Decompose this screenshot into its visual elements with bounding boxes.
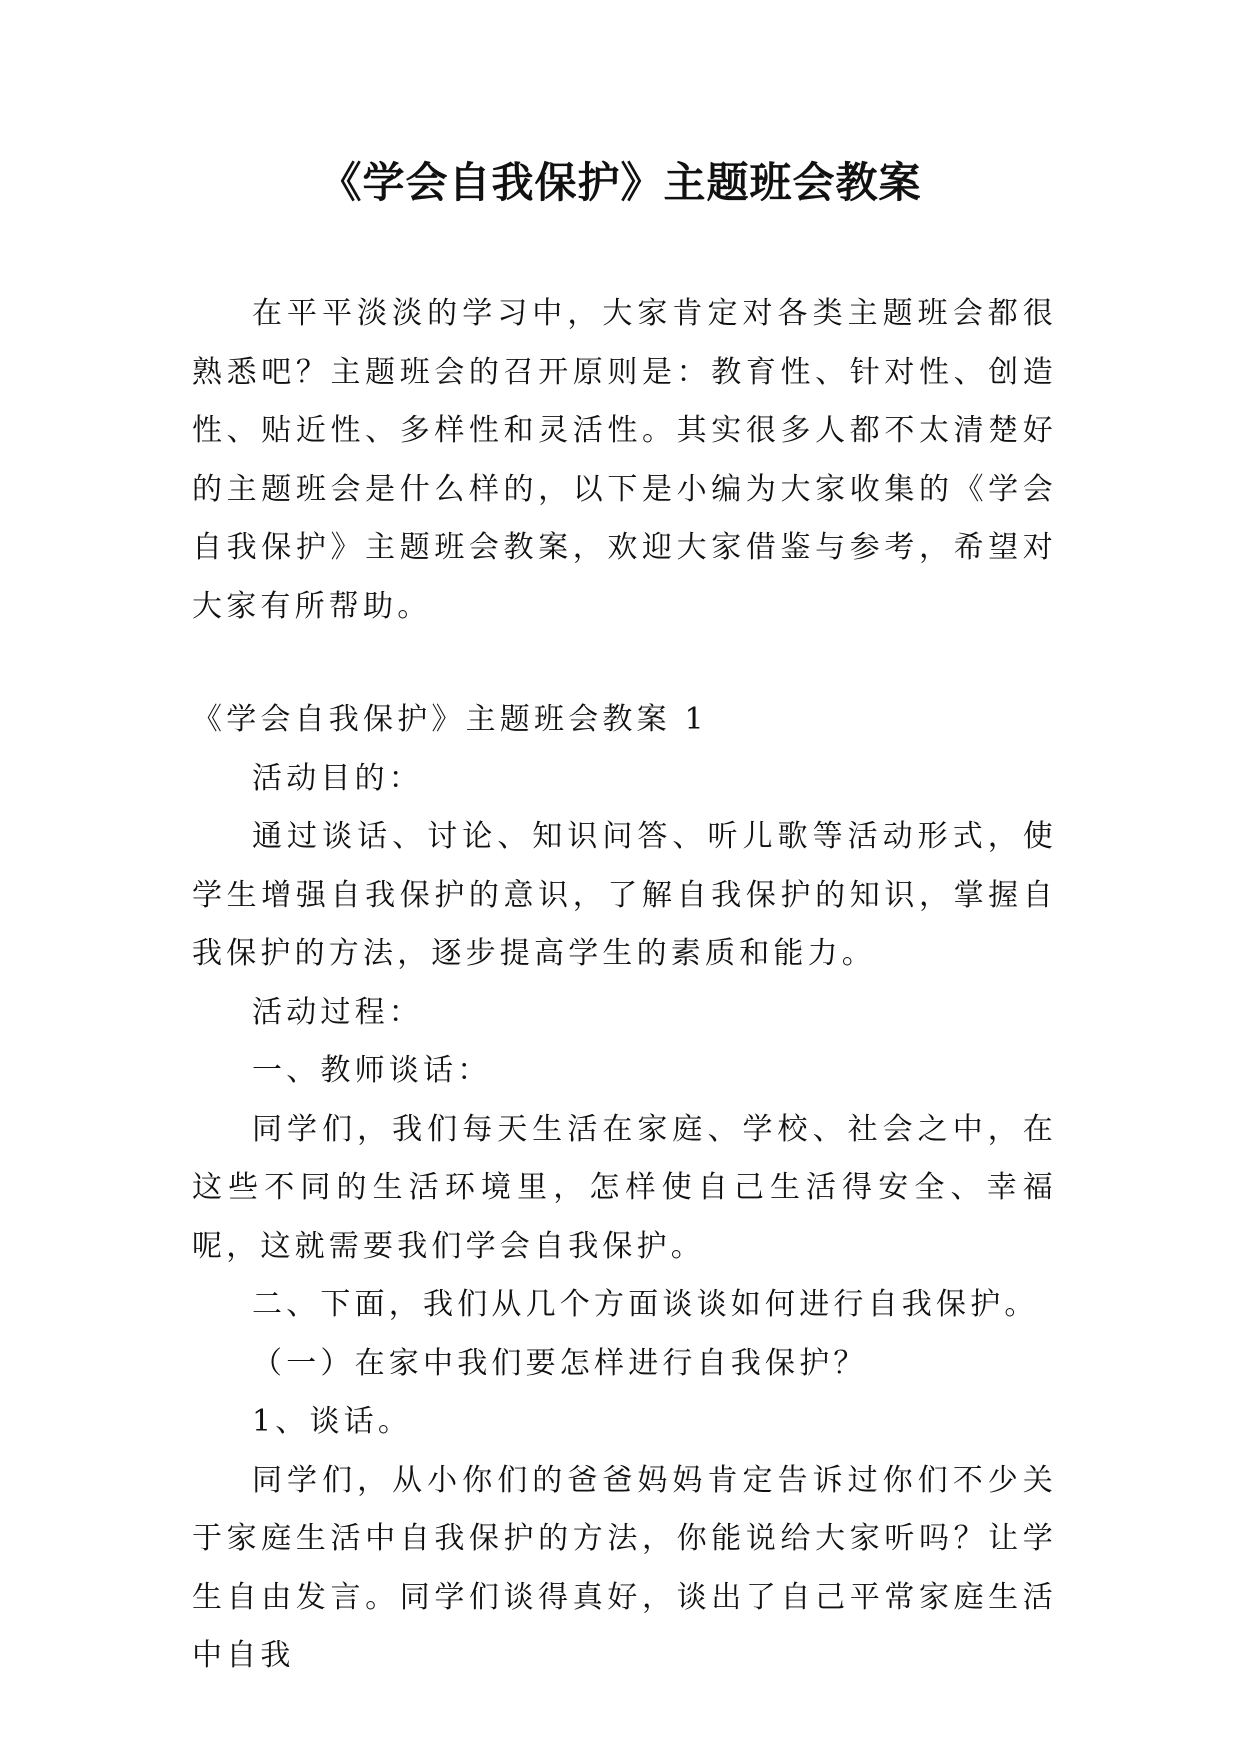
body-paragraph-teacher-talk-label: 一、教师谈话：	[252, 1053, 492, 1088]
body-paragraph-home-safety-text: 同学们，从小你们的爸爸妈妈肯定告诉过你们不少关于家庭生活中自我保护的方法，你能说给大家听吗？让学生自由发言。同学们谈得真好，谈出了自己平常家庭生活中自我	[192, 1462, 1057, 1673]
body-paragraph-home-safety-heading: （一）在家中我们要怎样进行自我保护？	[252, 1345, 868, 1381]
body-paragraph-activity-goal: 通过谈话、讨论、知识问答、听儿歌等活动形式，使学生增强自我保护的意识，了解自我保护的知识，掌握自我保护的方法，逐步提高学生的素质和能力。	[192, 819, 1057, 971]
intro-paragraph: 在平平淡淡的学习中，大家肯定对各类主题班会都很熟悉吧？主题班会的召开原则是：教育性、针对性、创造性、贴近性、多样性和灵活性。其实很多人都不太清楚好的主题班会是什么样的，以下是小编为大家收集的《学会自我保护》主题班会教案，欢迎大家借鉴与参考，希望对大家有所帮助。	[192, 296, 1057, 624]
body-paragraph-discussion-intro: 二、下面，我们从几个方面谈谈如何进行自我保护。	[252, 1287, 1039, 1322]
body-paragraph-teacher-talk: 同学们，我们每天生活在家庭、学校、社会之中，在这些不同的生活环境里，怎样使自己生活得安全、幸福呢，这就需要我们学会自我保护。	[192, 1111, 1057, 1264]
body-paragraph-talk-item: 1、谈话。	[252, 1404, 413, 1439]
body-paragraph-activity-process-label: 活动过程：	[252, 994, 423, 1030]
document-title: 《学会自我保护》主题班会教案	[319, 158, 922, 207]
section-heading: 《学会自我保护》主题班会教案 1	[192, 702, 708, 737]
body-paragraph-activity-goal-label: 活动目的：	[252, 760, 423, 796]
document-body	[192, 285, 1057, 1686]
paragraph-spacer	[192, 636, 1057, 691]
